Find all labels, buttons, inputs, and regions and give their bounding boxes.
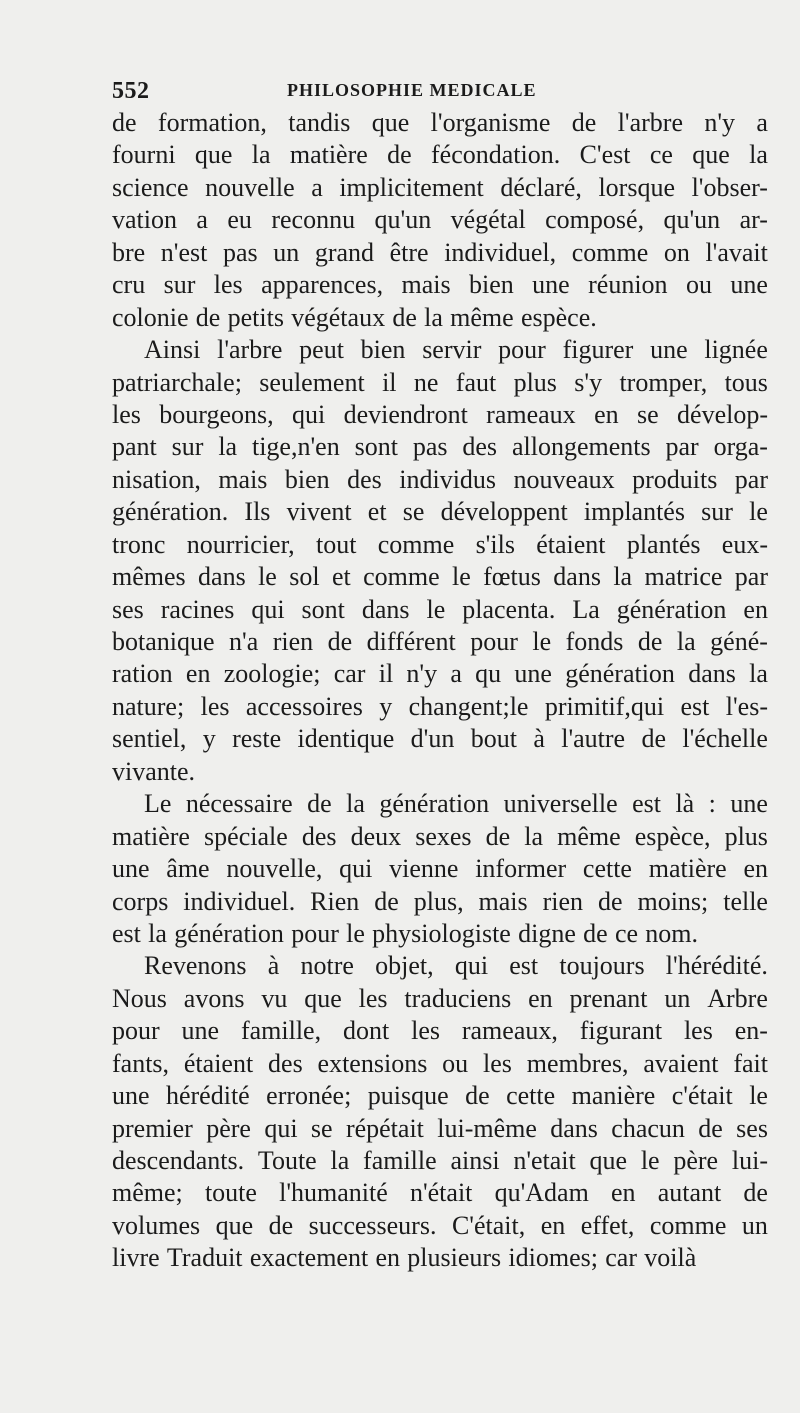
text-line: Le nécessaire de la génération universelle est là : une [144,789,768,819]
text-line: nisation, mais bien des individus nouveaux produits par [112,464,768,494]
text-line: même; toute l'humanité n'était qu'Adam en autant de [112,1178,768,1208]
text-line: est la génération pour le physiologiste digne de ce nom. [112,918,699,948]
text-line: pant sur la tige,n'en sont pas des allongements par orga- [112,432,768,462]
paragraph [112,107,768,334]
text-line: matière spéciale des deux sexes de la même espèce, plus [112,821,768,851]
text-line: descendants. Toute la famille ainsi n'etait que le père lui- [112,1146,768,1175]
paragraph [112,788,768,950]
text-line: une âme nouvelle, qui vienne informer cette matière en [112,854,768,884]
text-line: colonie de petits végétaux de la même espèce. [112,302,597,332]
text-line: mêmes dans le sol et comme le fœtus dans la matrice par [112,562,768,592]
text-line: volumes que de successeurs. C'était, en effet, comme un [112,1210,768,1240]
text-line: fants, étaient des extensions ou les membres, avaient fait [112,1048,768,1078]
text-line: vation a eu reconnu qu'un végétal composé, qu'un ar- [112,205,768,235]
text-line: premier père qui se répétait lui-même dans chacun de ses [112,1113,768,1143]
text-line: patriarchale; seulement il ne faut plus s'y tromper, tous [112,367,768,397]
text-line: ses racines qui sont dans le placenta. La génération en [112,594,768,624]
text-line: les bourgeons, qui deviendront rameaux en se dévelop- [112,399,768,429]
body-text [112,107,768,1275]
text-line: nature; les accessoires y changent;le primitif,qui est l'es- [112,691,768,721]
text-line: Revenons à notre objet, qui est toujours l'hérédité. [144,951,768,981]
text-line: cru sur les apparences, mais bien une réunion ou une [112,270,768,300]
text-line: bre n'est pas un grand être individuel, comme on l'avait [112,237,768,267]
paragraph [112,334,768,788]
text-line: ration en zoologie; car il n'y a qu une génération dans la [112,659,768,689]
page-header [112,78,770,106]
text-line: livre Traduit exactement en plusieurs idiomes; car voilà [112,1243,697,1273]
text-line: pour une famille, dont les rameaux, figurant les en- [112,1016,768,1046]
text-line: botanique n'a rien de différent pour le fonds de la géné- [112,627,768,656]
text-line: génération. Ils vivent et se développent implantés sur le [112,497,768,527]
text-line: de formation, tandis que l'organisme de l'arbre n'y a [112,108,768,137]
text-line: fourni que la matière de fécondation. C'est ce que la [112,140,768,170]
text-line: Ainsi l'arbre peut bien servir pour figurer une lignée [144,335,768,365]
text-line: sentiel, y reste identique d'un bout à l'autre de l'échelle [112,724,768,754]
text-line: corps individuel. Rien de plus, mais rien de moins; telle [112,886,768,916]
text-line: une hérédité erronée; puisque de cette manière c'était le [112,1081,768,1111]
text-line: science nouvelle a implicitement déclaré, lorsque l'obser- [112,172,768,202]
paragraph [112,950,768,1274]
text-line: vivante. [112,756,196,786]
text-line: tronc nourricier, tout comme s'ils étaient plantés eux- [112,529,768,559]
page-number: 552 [112,78,150,104]
running-title: PHILOSOPHIE MEDICALE [287,80,537,100]
text-line: Nous avons vu que les traduciens en prenant un Arbre [112,983,768,1013]
